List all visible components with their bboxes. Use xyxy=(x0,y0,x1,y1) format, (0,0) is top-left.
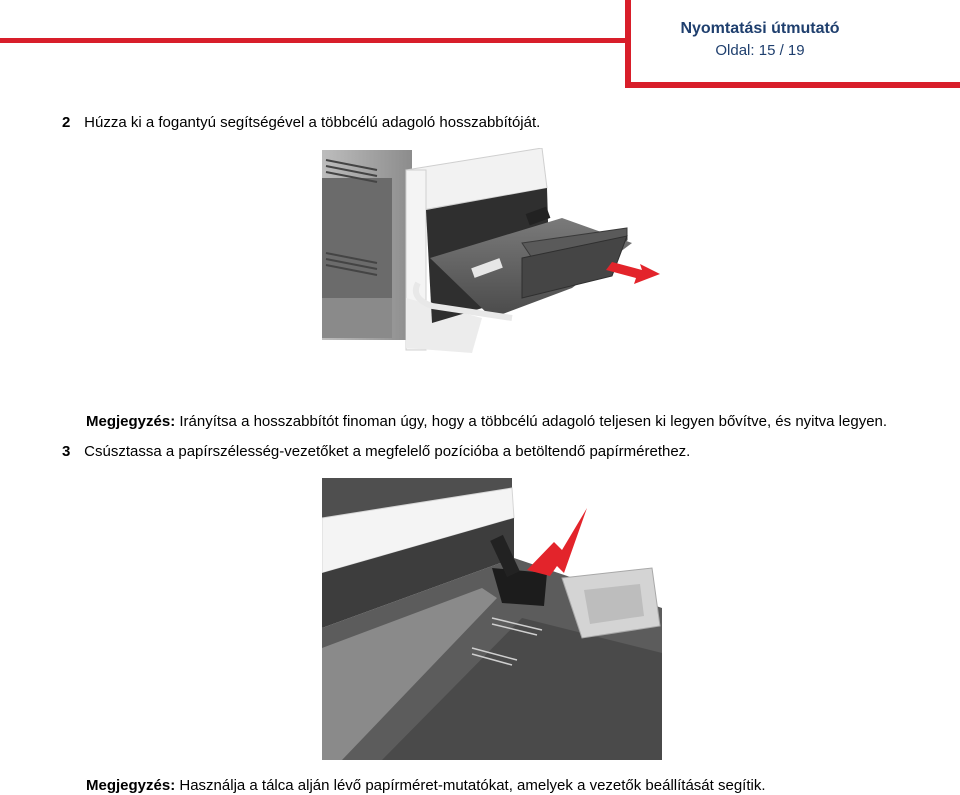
step-text: Húzza ki a fogantyú segítségével a többcélú adagoló hosszabbítóját. xyxy=(84,114,541,131)
header-rule-bottom xyxy=(625,82,960,88)
note-1 xyxy=(86,413,887,431)
note-text: Irányítsa a hosszabbítót finoman úgy, hogy a többcélú adagoló teljesen ki legyen bővítve, és nyitva legyen. xyxy=(179,413,888,430)
step-text: Csúsztassa a papírszélesség-vezetőket a megfelelő pozícióba a betöltendő papírmérethez. xyxy=(84,443,691,460)
paper-guide-illustration xyxy=(322,478,662,760)
step-number: 3 xyxy=(62,443,71,460)
header-rule-vertical xyxy=(625,0,631,88)
header-rule-left xyxy=(0,38,626,43)
step-number: 2 xyxy=(62,114,71,131)
page-number: Oldal: 15 / 19 xyxy=(715,42,805,59)
note-label: Megjegyzés: xyxy=(86,413,176,430)
step-3 xyxy=(62,443,690,461)
printer-feeder-illustration xyxy=(322,148,667,393)
note-label: Megjegyzés: xyxy=(86,777,176,794)
note-2 xyxy=(86,777,766,795)
document-title: Nyomtatási útmutató xyxy=(680,20,840,37)
step-2 xyxy=(62,114,540,132)
note-text: Használja a tálca alján lévő papírméret-mutatókat, amelyek a vezetők beállítását segítik. xyxy=(179,777,766,794)
